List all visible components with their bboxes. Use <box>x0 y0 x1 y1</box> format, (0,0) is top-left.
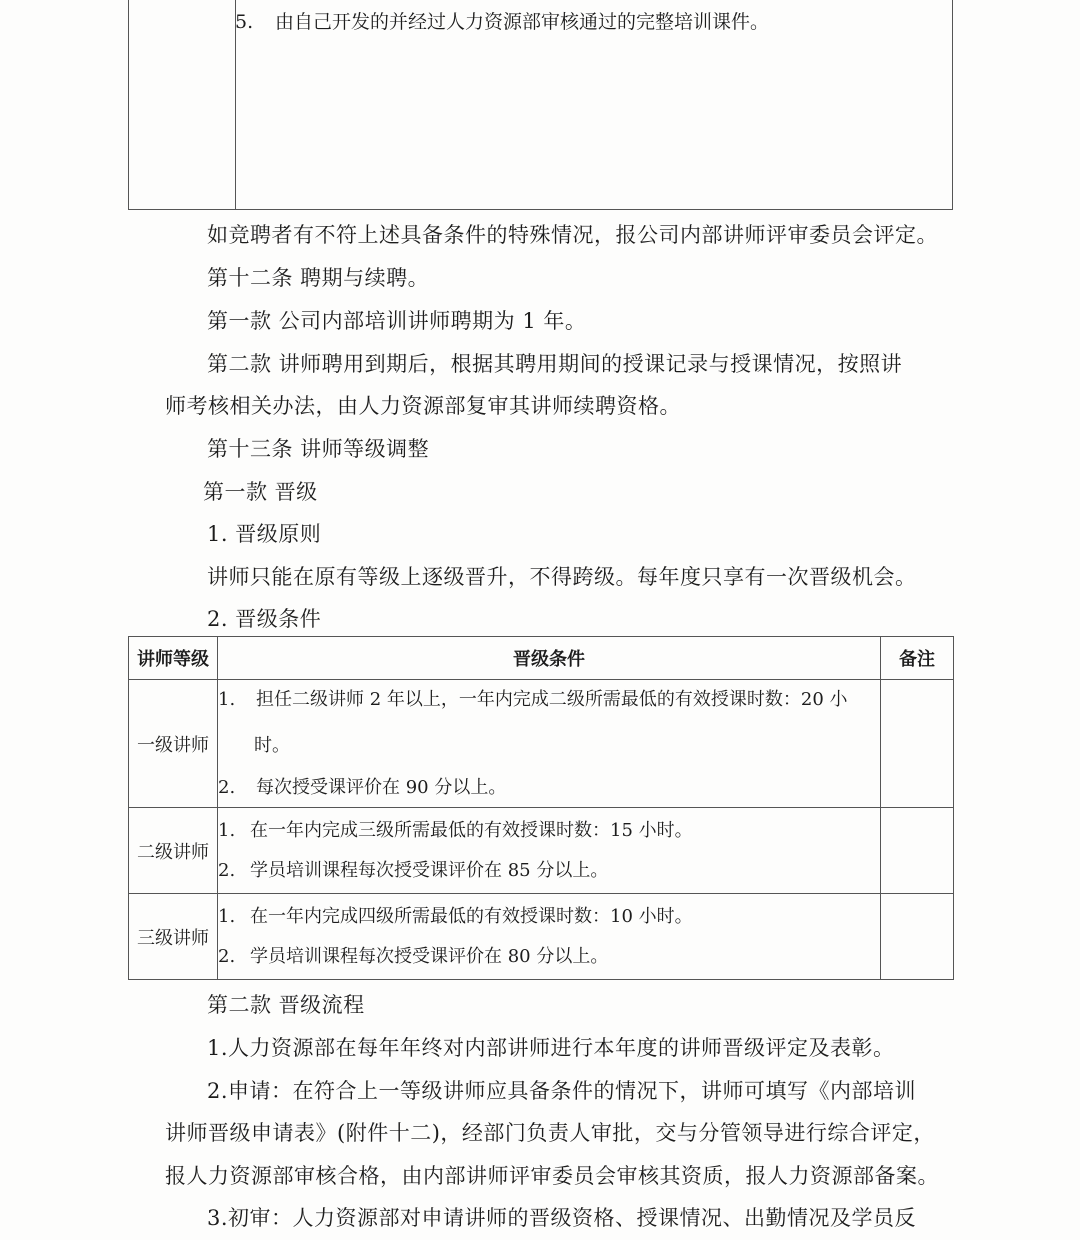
condition-2 <box>218 945 880 967</box>
article-13-heading: 第十三条 讲师等级调整 <box>207 437 430 461</box>
condition-number: 2. <box>218 776 236 798</box>
condition-number: 1. <box>218 905 236 927</box>
promotion-principle-text: 讲师只能在原有等级上逐级晋升，不得跨级。每年度只享有一次晋级机会。 <box>207 565 917 589</box>
conditions-cell <box>218 894 881 980</box>
notes-cell <box>881 894 954 980</box>
header-conditions: 晋级条件 <box>218 637 881 680</box>
course-requirements-table <box>128 0 953 210</box>
condition-number: 2. <box>218 859 236 881</box>
requirement-item-5 <box>235 7 769 34</box>
clause-term-paragraph: 第一款 公司内部培训讲师聘期为 1 年。 <box>207 309 587 333</box>
condition-1 <box>218 688 880 710</box>
condition-text: 每次授受课评价在 90 分以上。 <box>256 776 507 798</box>
promotion-conditions-heading: 2. 晋级条件 <box>207 607 322 631</box>
clause-renewal-line-1: 第二款 讲师聘用到期后，根据其聘用期间的授课记录与授课情况，按照讲 <box>207 352 903 376</box>
conditions-cell <box>218 808 881 894</box>
promotion-principle-heading: 1. 晋级原则 <box>207 522 322 546</box>
article-12-heading: 第十二条 聘期与续聘。 <box>207 266 430 290</box>
process-step-2-line-2: 讲师晋级申请表》(附件十二)，经部门负责人审批，交与分管领导进行综合评定， <box>165 1121 935 1145</box>
header-notes: 备注 <box>881 637 954 680</box>
condition-number: 1. <box>218 819 236 841</box>
item-text: 由自己开发的并经过人力资源部审核通过的完整培训课件。 <box>275 11 770 33</box>
promotion-conditions-table <box>128 636 954 980</box>
item-number: 5. <box>235 11 254 33</box>
condition-text: 在一年内完成三级所需最低的有效授课时数：15 小时。 <box>250 819 693 841</box>
notes-cell <box>881 808 954 894</box>
clause-promotion-process-heading: 第二款 晋级流程 <box>207 993 365 1017</box>
condition-text: 在一年内完成四级所需最低的有效授课时数：10 小时。 <box>250 905 693 927</box>
condition-text: 学员培训课程每次授受课评价在 85 分以上。 <box>250 859 609 881</box>
level-cell: 二级讲师 <box>129 808 218 894</box>
table-row <box>129 680 954 808</box>
table-header-row <box>129 637 954 680</box>
process-step-1: 1.人力资源部在每年年终对内部讲师进行本年度的讲师晋级评定及表彰。 <box>207 1036 895 1060</box>
header-level: 讲师等级 <box>129 637 218 680</box>
notes-cell <box>881 680 954 808</box>
condition-text: 学员培训课程每次授受课评价在 80 分以上。 <box>250 945 609 967</box>
condition-2 <box>218 859 880 881</box>
process-step-3: 3.初审：人力资源部对申请讲师的晋级资格、授课情况、出勤情况及学员反 <box>207 1206 917 1230</box>
condition-number: 1. <box>218 688 236 710</box>
level-cell: 一级讲师 <box>129 680 218 808</box>
condition-number: 2. <box>218 945 236 967</box>
table-row <box>129 894 954 980</box>
condition-1-continuation: 时。 <box>254 734 290 756</box>
process-step-2-line-3: 报人力资源部审核合格，由内部讲师评审委员会审核其资质，报人力资源部备案。 <box>165 1164 939 1188</box>
condition-1 <box>218 819 880 841</box>
clause-promotion-heading: 第一款 晋级 <box>203 480 318 504</box>
level-cell: 三级讲师 <box>129 894 218 980</box>
condition-1 <box>218 905 880 927</box>
special-case-paragraph: 如竞聘者有不符上述具备条件的特殊情况，报公司内部讲师评审委员会评定。 <box>207 223 938 247</box>
process-step-2-line-1: 2.申请：在符合上一等级讲师应具备条件的情况下，讲师可填写《内部培训 <box>207 1079 917 1103</box>
table-row <box>129 808 954 894</box>
conditions-cell <box>218 680 881 808</box>
condition-2 <box>218 776 880 798</box>
clause-renewal-line-2: 师考核相关办法，由人力资源部复审其讲师续聘资格。 <box>165 394 681 418</box>
condition-text: 担任二级讲师 2 年以上，一年内完成二级所需最低的有效授课时数：20 小 <box>256 688 848 710</box>
